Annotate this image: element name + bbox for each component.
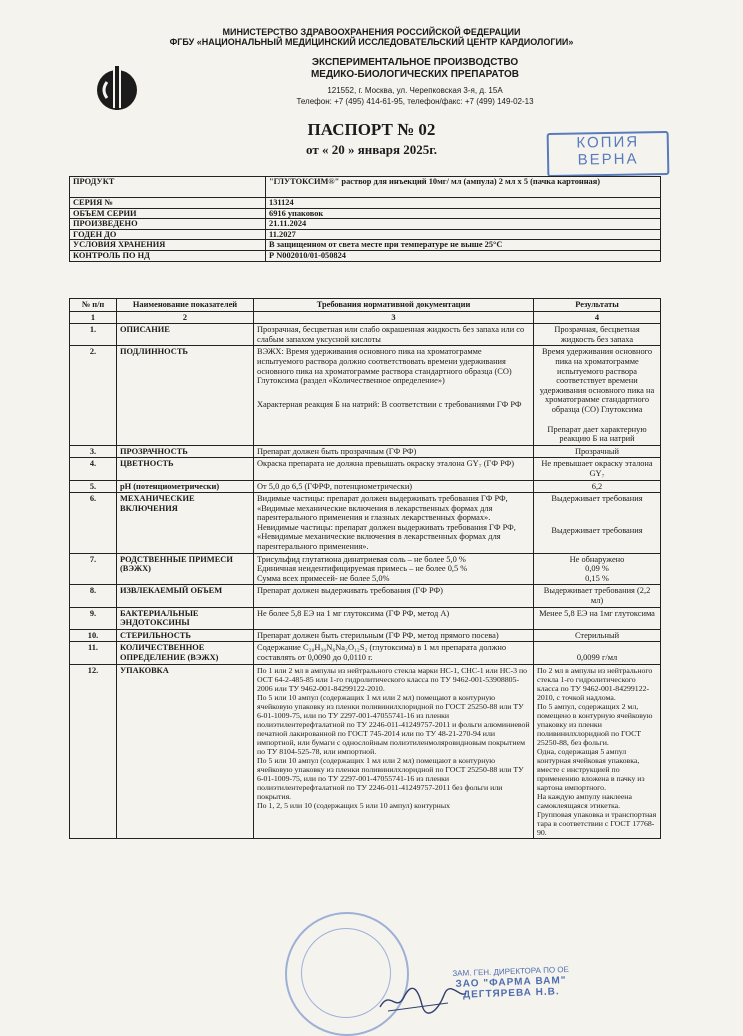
table-row xyxy=(70,629,661,642)
info-label: ОБЪЕМ СЕРИИ xyxy=(70,208,266,219)
row-result: Стерильный xyxy=(534,629,661,642)
req-part: Сумма всех примесей- не более 5,0% xyxy=(257,573,390,583)
row-requirement: Препарат должен быть прозрачным (ГФ РФ) xyxy=(254,445,534,458)
req-part: Видимые частицы: препарат должен выдерживать требования ГФ РФ, «Видимые механические включения в лекарственных формах для парентерального применения и глазных лекарственных формах». xyxy=(257,494,508,523)
row-name: ОПИСАНИЕ xyxy=(117,324,254,346)
res-part: Не обнаружено xyxy=(569,554,625,564)
colnum: 4 xyxy=(534,311,661,324)
row-result: Не превышает окраску эталона GY₇ xyxy=(534,458,661,480)
table-row xyxy=(70,480,661,493)
passport-title: ПАСПОРТ № 02 xyxy=(307,120,436,139)
row-name: ПРОЗРАЧНОСТЬ xyxy=(117,445,254,458)
res-part: Время удерживания основного пика на хроматограмме испытуемого раствора соответствует времени удерживания основного пика на хроматограмме стандартного образца (СО) Глутоксима xyxy=(539,347,655,414)
req-part: Невидимые частицы: препарат должен выдерживать требования ГФ РФ, «Невидимые механические включения в лекарственных формах для парентерального применения». xyxy=(257,522,516,552)
row-result: Менее 5,8 ЕЭ на 1мг глутоксима xyxy=(534,607,661,629)
lab-title-1: ЭКСПЕРИМЕНТАЛЬНОЕ ПРОИЗВОДСТВО xyxy=(311,57,519,68)
row-result: Прозрачная, бесцветная жидкость без запаха xyxy=(534,324,661,346)
info-value: В защищенном от света месте при температуре не выше 25°C xyxy=(266,240,661,251)
lab-address: 121552, г. Москва, ул. Черепковская 3-я, д. 15А xyxy=(327,86,503,95)
colnum: 3 xyxy=(254,311,534,324)
table-row xyxy=(70,553,661,585)
ministry-header xyxy=(0,27,743,47)
row-name: РОДСТВЕННЫЕ ПРИМЕСИ (ВЭЖХ) xyxy=(117,553,254,585)
info-value: 6916 упаковок xyxy=(266,208,661,219)
row-result xyxy=(534,346,661,445)
res-part: По 2 мл в ампулы из нейтрального стекла 1-го гидролитического класса по ТУ 9462-001-84299122-2010, с точкой надлома. xyxy=(537,665,653,702)
stamp-position: ЗАМ. ГЕН. ДИРЕКТОРА ПО ОЕ xyxy=(452,964,570,979)
table-row xyxy=(70,642,661,664)
info-label: КОНТРОЛЬ ПО НД xyxy=(70,250,266,261)
col-header-requirements: Требования нормативной документации xyxy=(254,299,534,312)
table-row xyxy=(70,493,661,554)
colnum: 1 xyxy=(70,311,117,324)
lab-phone: Телефон: +7 (495) 414-61-95, телефон/факс: +7 (499) 149-02-13 xyxy=(296,97,534,106)
res-part: Одна, содержащая 5 ампул контурная ячейковая упаковка, вместе с инструкцией по применению вложена в пачку из картона импортного. xyxy=(537,746,645,792)
table-row xyxy=(70,324,661,346)
lab-title-2: МЕДИКО-БИОЛОГИЧЕСКИХ ПРЕПАРАТОВ xyxy=(310,69,520,80)
table-row xyxy=(70,607,661,629)
row-requirement xyxy=(254,664,534,838)
row-name: БАКТЕРИАЛЬНЫЕ ЭНДОТОКСИНЫ xyxy=(117,607,254,629)
info-label: ПРОДУКТ xyxy=(70,177,266,198)
colnum: 2 xyxy=(117,311,254,324)
row-requirement xyxy=(254,493,534,554)
info-label: УСЛОВИЯ ХРАНЕНИЯ xyxy=(70,240,266,251)
req-part: Единичная неидентифицируемая примесь – не более 0,5 % xyxy=(257,564,468,574)
req-part: Трисульфид глутатиона динатриевая соль – не более 5,0 % xyxy=(257,554,466,564)
institution-line: ФГБУ «НАЦИОНАЛЬНЫЙ МЕДИЦИНСКИЙ ИССЛЕДОВАТЕЛЬСКИЙ ЦЕНТР КАРДИОЛОГИИ» xyxy=(169,37,574,47)
info-value: 11.2027 xyxy=(266,229,661,240)
row-result: 0,0099 г/мл xyxy=(534,642,661,664)
table-row xyxy=(70,346,661,445)
row-number: 3. xyxy=(70,445,117,458)
row-requirement: От 5,0 до 6,5 (ГФРФ, потенциометрически) xyxy=(254,480,534,493)
row-name: ПОДЛИННОСТЬ xyxy=(117,346,254,445)
res-part: 0,15 % xyxy=(585,573,609,583)
round-seal-stamp xyxy=(285,912,409,1036)
col-header-name: Наименование показателей xyxy=(117,299,254,312)
row-number: 1. xyxy=(70,324,117,346)
row-number: 2. xyxy=(70,346,117,445)
passport-date: от « 20 » января 2025г. xyxy=(306,142,437,157)
row-result: Прозрачный xyxy=(534,445,661,458)
ministry-line: МИНИСТЕРСТВО ЗДРАВООХРАНЕНИЯ РОССИЙСКОЙ ФЕДЕРАЦИИ xyxy=(222,27,521,37)
info-row xyxy=(70,250,661,261)
row-name: ИЗВЛЕКАЕМЫЙ ОБЪЕМ xyxy=(117,585,254,607)
req-part: По 5 или 10 ампул (содержащих 1 мл или 2 мл) помещают в контурную ячейковую упаковку из пленки поливинилхлоридной по ГОСТ 25250-88 или ТУ 6-01-1009-75, или по ТУ 2297-001-47055741-16 из пленки полиэтилентерефталатной по ТУ 2246-011-41249757-2011 без фольги или покрытия. xyxy=(257,755,524,801)
header-row xyxy=(70,299,661,312)
row-requirement: Не более 5,8 ЕЭ на 1 мг глутоксима (ГФ РФ, метод А) xyxy=(254,607,534,629)
res-part: Групповая упаковка и транспортная тара в соответствии с ГОСТ 17768-90. xyxy=(537,809,657,837)
row-requirement xyxy=(254,346,534,445)
table-row xyxy=(70,445,661,458)
row-number: 7. xyxy=(70,553,117,585)
copy-certified-stamp xyxy=(547,131,670,177)
info-row xyxy=(70,229,661,240)
req-part: По 1, 2, 5 или 10 (содержащих 5 или 10 ампул) контурных xyxy=(257,800,450,810)
row-number: 5. xyxy=(70,480,117,493)
table-row xyxy=(70,458,661,480)
table-row xyxy=(70,664,661,838)
product-info-table xyxy=(69,176,661,262)
stamp-company: ЗАО "ФАРМА ВАМ" xyxy=(455,975,567,990)
row-number: 12. xyxy=(70,664,117,838)
res-part: Выдерживает требования xyxy=(551,525,643,535)
info-value: "ГЛУТОКСИМ®" раствор для инъекций 10мг/ мл (ампула) 2 мл х 5 (пачка картонная) xyxy=(266,177,661,198)
info-row xyxy=(70,198,661,209)
results-table xyxy=(69,298,661,839)
row-requirement: Препарат должен быть стерильным (ГФ РФ, метод прямого посева) xyxy=(254,629,534,642)
institution-logo-icon xyxy=(93,64,141,112)
deputy-director-stamp xyxy=(431,963,590,1001)
row-number: 4. xyxy=(70,458,117,480)
row-name: УПАКОВКА xyxy=(117,664,254,838)
stamp-line-1: КОПИЯ xyxy=(576,133,640,152)
row-number: 9. xyxy=(70,607,117,629)
row-name: ЦВЕТНОСТЬ xyxy=(117,458,254,480)
row-requirement: Окраска препарата не должна превышать окраску эталона GY₇ (ГФ РФ) xyxy=(254,458,534,480)
stamp-line-2: ВЕРНА xyxy=(577,150,639,169)
row-number: 10. xyxy=(70,629,117,642)
row-requirement: Препарат должен выдерживать требования (ГФ РФ) xyxy=(254,585,534,607)
res-part: На каждую ампулу наклеена самоклеящаяся этикетка. xyxy=(537,791,632,810)
req-part: Характерная реакция Б на натрий: В соответствии с требованиями ГФ РФ xyxy=(257,399,522,409)
info-value: 21.11.2024 xyxy=(266,219,661,230)
row-requirement xyxy=(254,553,534,585)
row-result xyxy=(534,664,661,838)
row-name: МЕХАНИЧЕСКИЕ ВКЛЮЧЕНИЯ xyxy=(117,493,254,554)
info-label: ПРОИЗВЕДЕНО xyxy=(70,219,266,230)
row-result xyxy=(534,553,661,585)
info-row xyxy=(70,177,661,198)
row-number: 6. xyxy=(70,493,117,554)
row-name: pH (потенциометрически) xyxy=(117,480,254,493)
row-result: 6,2 xyxy=(534,480,661,493)
row-result xyxy=(534,493,661,554)
info-label: ГОДЕН ДО xyxy=(70,229,266,240)
row-requirement: Содержание C₂₀H₃₀N₆Na₂O₁₂S₂ (глутоксима) в 1 мл препарата должно составлять от 0,0090 до 0,0110 г. xyxy=(254,642,534,664)
req-part: По 5 или 10 ампул (содержащих 1 мл или 2 мл) помещают в контурную ячейковую упаковку из пленки поливинилхлоридной по ГОСТ 25250-88 или ТУ 6-01-1009-75, или по ТУ 2297-001-47055741-16 из пленки полиэтилентерефталатной по ТУ 2246-011-41249757-2011 и фольги алюминиевой печатной лакированной по ГОСТ 745-2014 или по ТУ 48-21-270-94 или импортной, или бумаги с однослойным полиэтиленмоляровидновым покрытием по ТУ 8104-525-78, или импортной. xyxy=(257,692,530,756)
col-header-number: № п/п xyxy=(70,299,117,312)
req-part: ВЭЖХ: Время удерживания основного пика на хроматограмме испытуемого раствора должно соответствовать времени удерживания основного пика на хроматограмме раствора стандартного образца (СО) Глутоксима (раздел «Количественное определение») xyxy=(257,347,512,386)
res-part: Препарат дает характерную реакцию Б на натрий xyxy=(547,424,647,444)
info-row xyxy=(70,219,661,230)
info-row xyxy=(70,208,661,219)
res-part: 0,09 % xyxy=(585,564,609,574)
res-part: Выдерживает требования xyxy=(551,494,643,504)
row-requirement: Прозрачная, бесцветная или слабо окрашенная жидкость без запаха или со слабым запахом уксусной кислоты xyxy=(254,324,534,346)
info-label: СЕРИЯ № xyxy=(70,198,266,209)
info-value: 131124 xyxy=(266,198,661,209)
lab-header xyxy=(245,57,585,107)
info-value: Р N002010/01-050824 xyxy=(266,250,661,261)
colnum-row xyxy=(70,311,661,324)
req-part: По 1 или 2 мл в ампулы из нейтрального стекла марки НС-1, СНС-1 или НС-3 по ОСТ 64-2-485-85 или 1-го гидролитического класса по ТУ 9462-001-53908805-2006 или ТУ 9462-001-84299122-2010. xyxy=(257,665,528,693)
row-number: 8. xyxy=(70,585,117,607)
info-row xyxy=(70,240,661,251)
table-row xyxy=(70,585,661,607)
row-name: СТЕРИЛЬНОСТЬ xyxy=(117,629,254,642)
row-result: Выдерживает требования (2,2 мл) xyxy=(534,585,661,607)
row-name: КОЛИЧЕСТВЕННОЕ ОПРЕДЕЛЕНИЕ (ВЭЖХ) xyxy=(117,642,254,664)
row-number: 11. xyxy=(70,642,117,664)
res-part: По 5 ампул, содержащих 2 мл, помещено в контурную ячейковую упаковку из пленки поливинилхлоридной по ГОСТ 25250-88, без фольги. xyxy=(537,701,653,747)
stamp-person: ДЕГТЯРЕВА Н.В. xyxy=(462,986,560,1001)
col-header-results: Результаты xyxy=(534,299,661,312)
